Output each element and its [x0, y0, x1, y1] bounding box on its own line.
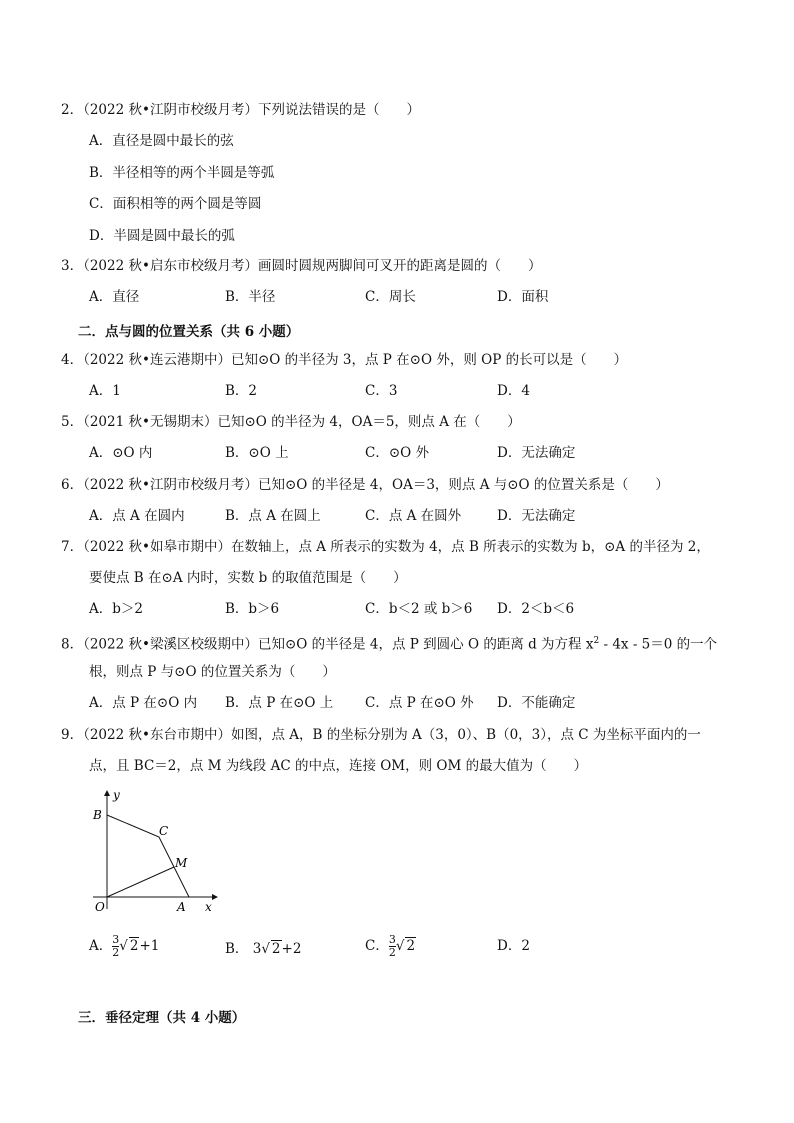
- q8-option-b: B．点 P 在⊙O 上: [225, 695, 334, 711]
- q5-option-b: B．⊙O 上: [225, 445, 289, 461]
- q4-option-d: D．4: [497, 383, 530, 399]
- q7-option-c: C．b＜2 或 b＞6: [365, 601, 473, 617]
- q8-line1-part-b: - 4x - 5＝0 的一个: [599, 636, 718, 653]
- q6-option-a: A．点 A 在圆内: [89, 508, 185, 524]
- question-4-stem: 4．（2022 秋•连云港期中）已知⊙O 的半径为 3，点 P 在⊙O 外，则 OP 的长可以是（ ）: [61, 352, 628, 368]
- q5-option-d: D．无法确定: [497, 445, 576, 461]
- q3-option-c: C．周长: [365, 289, 416, 305]
- q9-b-radicand: 2: [271, 941, 281, 957]
- q9-option-b: B． 3√ 2+2: [225, 941, 302, 957]
- q2-option-d: D．半圆是圆中最长的弧: [89, 228, 235, 244]
- label-a: A: [177, 900, 186, 914]
- q7-option-b: B．b＞6: [225, 601, 280, 617]
- section-3-heading: 三．垂径定理（共 4 小题）: [78, 1010, 246, 1026]
- q9-option-c: C． $\frac{3}{2}$ √ 2: [365, 933, 416, 959]
- coordinate-figure: [85, 785, 225, 915]
- q9-c-den: 2: [388, 946, 396, 959]
- question-8-line-1: [61, 632, 717, 654]
- q6-option-b: B．点 A 在圆上: [225, 508, 321, 524]
- question-3-stem: 3．（2022 秋•启东市校级月考）画圆时圆规两脚间可叉开的距离是圆的（ ）: [61, 258, 542, 274]
- q4-option-b: B．2: [225, 383, 258, 399]
- q6-option-d: D．无法确定: [497, 508, 576, 524]
- q3-option-a: A．直径: [89, 289, 140, 305]
- segment-om: [107, 867, 174, 897]
- question-2-stem: 2．（2022 秋•江阴市校级月考）下列说法错误的是（ ）: [61, 102, 420, 118]
- q3-option-d: D．面积: [497, 289, 549, 305]
- q9-c-radicand: 2: [406, 938, 416, 954]
- q2-option-c: C．面积相等的两个圆是等圆: [89, 196, 262, 212]
- q2-option-a: A．直径是圆中最长的弦: [89, 133, 234, 149]
- q9-a-radicand: 2: [129, 938, 139, 954]
- question-8-line-2: 根，则点 P 与⊙O 的位置关系为（ ）: [89, 664, 336, 680]
- q5-option-c: C．⊙O 外: [365, 445, 429, 461]
- q8-option-a: A．点 P 在⊙O 内: [89, 695, 198, 711]
- q2-option-b: B．半径相等的两个半圆是等弧: [89, 165, 275, 181]
- question-7-line-2: 要使点 B 在⊙A 内时，实数 b 的取值范围是（ ）: [89, 570, 407, 586]
- q9-a-num: 3: [112, 933, 120, 946]
- question-7-line-1: 7．（2022 秋•如皋市期中）在数轴上，点 A 所表示的实数为 4，点 B 所表示的实数为 b，⊙A 的半径为 2，: [61, 539, 710, 555]
- question-5-stem: 5．（2021 秋•无锡期末）已知⊙O 的半径为 4，OA＝5，则点 A 在（ ）: [61, 414, 521, 430]
- q9-c-num: 3: [388, 933, 396, 946]
- q9-option-d: D．2: [497, 938, 530, 954]
- q9-c-fraction: [389, 934, 396, 959]
- q8-exponent: 2: [593, 636, 600, 646]
- section-2-heading: 二．点与圆的位置关系（共 6 小题）: [78, 324, 300, 340]
- q3-option-b: B．半径: [225, 289, 276, 305]
- label-m: M: [175, 856, 188, 870]
- q6-option-c: C．点 A 在圆外: [365, 508, 462, 524]
- q9-a-den: 2: [112, 946, 120, 959]
- q4-option-a: A．1: [89, 383, 121, 399]
- question-6-stem: 6．（2022 秋•江阴市校级月考）已知⊙O 的半径是 4，OA＝3，则点 A 与⊙O 的位置关系是（ ）: [61, 477, 669, 493]
- q7-option-a: A．b＞2: [89, 601, 143, 617]
- label-o: O: [95, 900, 105, 914]
- label-y: y: [113, 788, 120, 802]
- q9-a-suffix: +1: [139, 938, 160, 954]
- q9-c-prefix: C．: [365, 938, 389, 954]
- q9-b-suffix: +2: [281, 941, 302, 957]
- q9-a-prefix: A．: [89, 938, 113, 954]
- q8-option-d: D．不能确定: [497, 695, 576, 711]
- q8-option-c: C．点 P 在⊙O 外: [365, 695, 474, 711]
- q5-option-a: A．⊙O 内: [89, 445, 153, 461]
- label-b: B: [93, 808, 102, 822]
- q9-a-fraction: [112, 934, 119, 959]
- q7-option-d: D．2＜b＜6: [497, 601, 575, 617]
- q4-option-c: C．3: [365, 383, 398, 399]
- q9-option-a: A． $\frac{3}{2}$ √ 2+1: [89, 933, 160, 959]
- q8-line1-part-a: 8．（2022 秋•梁溪区校级期中）已知⊙O 的半径是 4，点 P 到圆心 O 的距离 d 为方程 x: [61, 636, 594, 653]
- label-c: C: [159, 824, 169, 838]
- label-x: x: [205, 900, 212, 914]
- q9-b-prefix: B．: [225, 941, 249, 957]
- question-9-line-1: 9．（2022 秋•东台市期中）如图，点 A，B 的坐标分别为 A（3，0）、B（0，3），点 C 为坐标平面内的一: [61, 727, 701, 743]
- q9-b-coef: 3: [252, 941, 262, 957]
- question-9-line-2: 点，且 BC＝2，点 M 为线段 AC 的中点，连接 OM，则 OM 的最大值为（ ）: [89, 758, 588, 774]
